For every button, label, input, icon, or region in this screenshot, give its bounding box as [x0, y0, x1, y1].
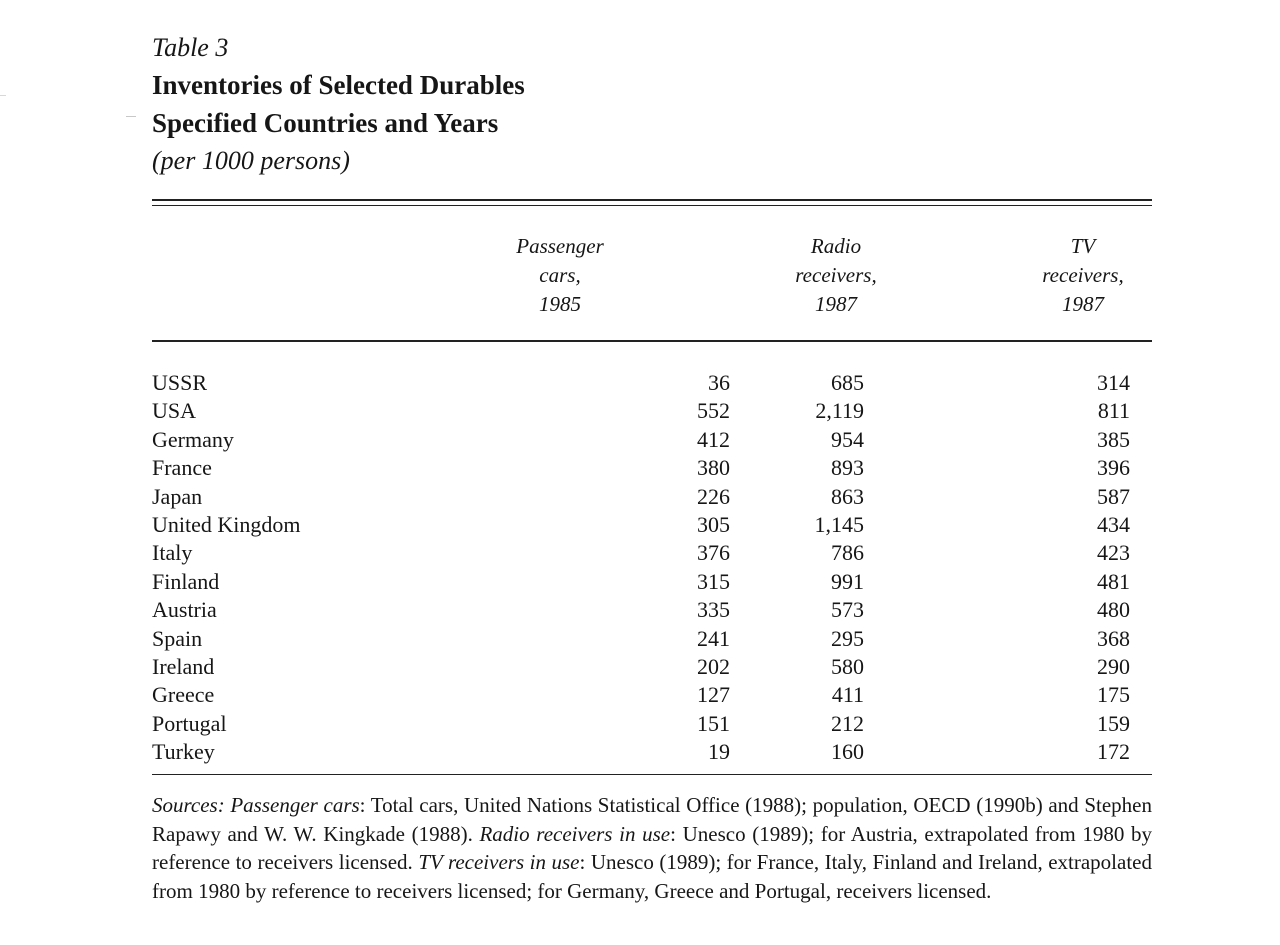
scan-mark — [0, 95, 6, 96]
column-header-passenger-cars — [480, 232, 640, 319]
sources-tv-label: TV receivers in use — [418, 850, 580, 875]
radio-cell: 954 — [831, 426, 864, 452]
cars-cell: 241 — [697, 625, 730, 651]
column-header-line: receivers, — [795, 263, 877, 287]
tv-cell: 172 — [1097, 739, 1130, 765]
cars-cell: 315 — [697, 568, 730, 594]
column-header-line: Radio — [810, 234, 862, 258]
table-row — [152, 511, 1152, 539]
table-row — [152, 454, 1152, 482]
sources-text: : Unesco (1989); for Austria, extrapolated from 1980 by reference to receivers licensed. — [152, 821, 1153, 875]
tv-cell: 314 — [1097, 370, 1130, 395]
country-cell: Portugal — [152, 710, 227, 736]
cars-cell: 380 — [697, 455, 730, 481]
radio-cell: 411 — [831, 682, 864, 708]
table-row — [152, 568, 1152, 596]
table-row — [152, 483, 1152, 511]
tv-cell: 396 — [1097, 455, 1130, 481]
radio-cell: 685 — [831, 370, 864, 395]
cars-cell: 151 — [697, 710, 730, 736]
country-cell: Spain — [152, 625, 203, 651]
sources-text: : Total cars, United Nations Statistical Office (1988); population, OECD (1990b) and Stephen Rapawy and W. W. Kingkade (1988). — [152, 793, 1152, 846]
column-header-line: 1985 — [539, 292, 581, 316]
tv-cell: 480 — [1097, 597, 1130, 623]
cars-cell: 376 — [697, 540, 730, 566]
cars-cell: 305 — [697, 511, 730, 537]
tv-cell: 423 — [1097, 540, 1130, 566]
tv-cell: 811 — [1097, 398, 1130, 424]
tv-cell: 175 — [1097, 682, 1130, 708]
table-row — [152, 539, 1152, 567]
radio-cell: 580 — [831, 653, 864, 679]
country-cell: Finland — [152, 568, 220, 594]
tv-cell: 290 — [1097, 653, 1130, 679]
table-row — [152, 653, 1152, 681]
country-cell: Greece — [152, 682, 215, 708]
cars-cell: 552 — [697, 398, 730, 424]
column-header-line: 1987 — [1062, 292, 1104, 316]
column-header-line: TV — [1070, 234, 1096, 258]
country-cell: Austria — [152, 597, 217, 623]
column-header-tv-receivers — [1018, 232, 1148, 319]
country-cell: Turkey — [152, 739, 215, 765]
country-cell: Ireland — [152, 653, 215, 679]
tv-cell: 587 — [1097, 483, 1130, 509]
column-header-line: cars, — [539, 263, 581, 287]
tv-cell: 368 — [1097, 625, 1130, 651]
radio-cell: 893 — [831, 455, 864, 481]
country-cell: USSR — [152, 370, 208, 395]
tv-cell: 385 — [1097, 426, 1130, 452]
sources-radio-label: Radio receivers in use — [479, 821, 671, 846]
top-rule-thin — [152, 205, 1152, 206]
radio-cell: 295 — [831, 625, 864, 651]
cars-cell: 202 — [697, 653, 730, 679]
cars-cell: 335 — [697, 597, 730, 623]
radio-cell: 2,119 — [815, 398, 864, 424]
radio-cell: 991 — [831, 568, 864, 594]
cars-cell: 226 — [697, 483, 730, 509]
country-cell: Germany — [152, 426, 234, 452]
sources-note — [152, 791, 1152, 905]
cars-cell: 36 — [708, 370, 730, 395]
table-units: (per 1000 persons) — [152, 146, 350, 175]
country-cell: USA — [152, 398, 197, 424]
bottom-rule — [152, 774, 1152, 775]
country-cell: United Kingdom — [152, 511, 301, 537]
radio-cell: 1,145 — [814, 511, 864, 537]
tv-cell: 434 — [1097, 511, 1130, 537]
cars-cell: 19 — [708, 739, 730, 765]
radio-cell: 573 — [831, 597, 864, 623]
table-body — [152, 369, 1152, 766]
tv-cell: 159 — [1097, 710, 1130, 736]
header-rule — [152, 340, 1152, 342]
radio-cell: 212 — [831, 710, 864, 736]
scan-mark — [126, 116, 136, 117]
table-row — [152, 738, 1152, 766]
sources-label: Sources: Passenger cars — [152, 793, 360, 817]
sources-text: : Unesco (1989); for France, Italy, Finland and Ireland, extrapolated from 1980 by reference to receivers licensed; for Germany, Greece and Portugal, receivers licensed. — [152, 850, 1152, 903]
table-title-line1: Inventories of Selected Durables — [152, 70, 525, 100]
country-cell: France — [152, 455, 212, 481]
table-row — [152, 426, 1152, 454]
column-header-line: Passenger — [516, 234, 604, 258]
radio-cell: 786 — [831, 540, 864, 566]
radio-cell: 160 — [831, 739, 864, 765]
radio-cell: 863 — [831, 483, 864, 509]
tv-cell: 481 — [1097, 568, 1130, 594]
cars-cell: 412 — [697, 426, 730, 452]
table-row — [152, 596, 1152, 624]
table-row — [152, 625, 1152, 653]
table-row — [152, 710, 1152, 738]
column-header-line: 1987 — [815, 292, 857, 316]
table-row — [152, 369, 1152, 397]
country-cell: Japan — [152, 483, 203, 509]
column-header-line: receivers, — [1042, 263, 1124, 287]
column-header-radio-receivers — [756, 232, 916, 319]
top-rule — [152, 199, 1152, 201]
table-row — [152, 397, 1152, 425]
table-title-line2: Specified Countries and Years — [152, 108, 499, 138]
country-cell: Italy — [152, 540, 193, 566]
cars-cell: 127 — [697, 682, 730, 708]
table-label: Table 3 — [152, 33, 229, 62]
table-row — [152, 681, 1152, 709]
